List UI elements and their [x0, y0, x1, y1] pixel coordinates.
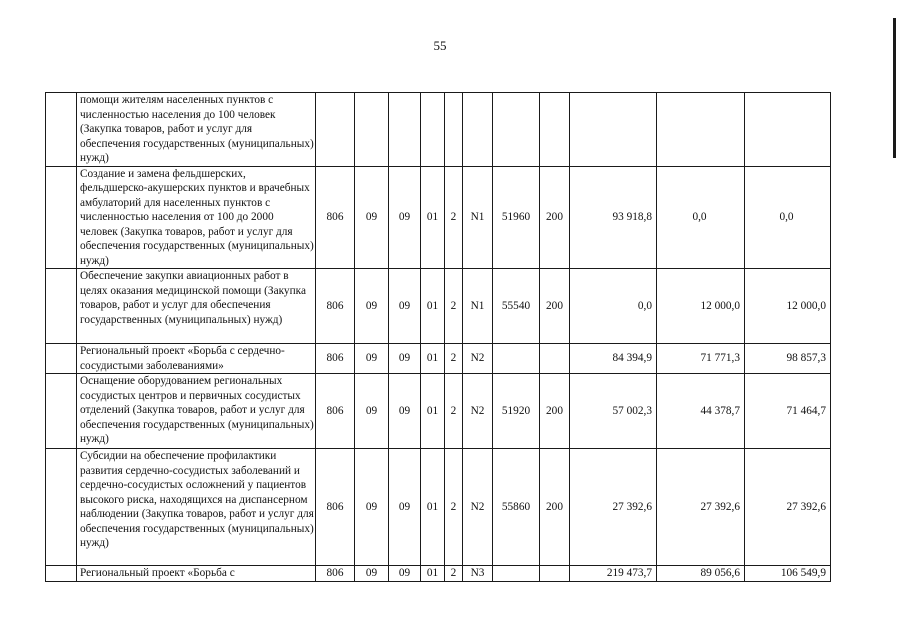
table-row	[46, 93, 831, 167]
subprogram-cell: 2	[445, 344, 463, 374]
sum-3-cell	[745, 93, 831, 167]
program-cell: 01	[421, 566, 445, 582]
sum-3-cell: 12 000,0	[745, 269, 831, 344]
name-cell: Региональный проект «Борьба с сердечно-сосудистыми заболеваниями»	[77, 344, 316, 374]
sum-2-cell	[657, 93, 745, 167]
direction-cell: 55860	[493, 449, 540, 566]
section-cell: 09	[355, 344, 389, 374]
subsection-cell: 09	[389, 269, 421, 344]
name-cell: Обеспечение закупки авиационных работ в целях оказания медицинской помощи (Закупка товаров, работ и услуг для обеспечения государственных (муниципальных) нужд)	[77, 269, 316, 344]
expense-type-cell: 200	[540, 166, 570, 269]
name-cell: Оснащение оборудованием региональных сосудистых центров и первичных сосудистых отделений (Закупка товаров, работ и услуг для обеспечения государственных (муниципальных) нужд)	[77, 374, 316, 449]
direction-cell: 51960	[493, 166, 540, 269]
code-cell: 806	[316, 344, 355, 374]
subsection-cell: 09	[389, 374, 421, 449]
program-cell: 01	[421, 344, 445, 374]
blank-cell	[46, 344, 77, 374]
sum-3-cell: 27 392,6	[745, 449, 831, 566]
direction-cell	[493, 566, 540, 582]
sum-2-cell: 12 000,0	[657, 269, 745, 344]
subprogram-cell	[445, 93, 463, 167]
blank-cell	[46, 166, 77, 269]
sum-1-cell: 93 918,8	[570, 166, 657, 269]
sum-3-cell: 71 464,7	[745, 374, 831, 449]
subprogram-cell: 2	[445, 449, 463, 566]
sum-1-cell: 57 002,3	[570, 374, 657, 449]
code-cell: 806	[316, 269, 355, 344]
project-cell: N2	[463, 344, 493, 374]
table-row	[46, 374, 831, 449]
program-cell: 01	[421, 166, 445, 269]
code-cell: 806	[316, 374, 355, 449]
table-row	[46, 269, 831, 344]
subprogram-cell: 2	[445, 374, 463, 449]
page-number: 55	[433, 38, 447, 53]
table-row	[46, 344, 831, 374]
sum-3-cell: 98 857,3	[745, 344, 831, 374]
expense-type-cell	[540, 344, 570, 374]
expense-type-cell	[540, 93, 570, 167]
subsection-cell: 09	[389, 566, 421, 582]
sum-1-cell: 27 392,6	[570, 449, 657, 566]
subsection-cell: 09	[389, 166, 421, 269]
sum-1-cell	[570, 93, 657, 167]
project-cell	[463, 93, 493, 167]
sum-2-cell: 27 392,6	[657, 449, 745, 566]
program-cell: 01	[421, 269, 445, 344]
section-cell: 09	[355, 566, 389, 582]
blank-cell	[46, 93, 77, 167]
project-cell: N3	[463, 566, 493, 582]
table-row	[46, 449, 831, 566]
sum-3-cell: 106 549,9	[745, 566, 831, 582]
table-row	[46, 166, 831, 269]
subprogram-cell: 2	[445, 566, 463, 582]
name-cell: помощи жителям населенных пунктов с численностью населения до 100 человек (Закупка товаров, работ и услуг для обеспечения государственных (муниципальных) нужд)	[77, 93, 316, 167]
direction-cell: 55540	[493, 269, 540, 344]
subprogram-cell: 2	[445, 166, 463, 269]
name-cell: Региональный проект «Борьба с	[77, 566, 316, 582]
table-row	[46, 566, 831, 582]
code-cell: 806	[316, 449, 355, 566]
code-cell: 806	[316, 166, 355, 269]
sum-2-cell: 89 056,6	[657, 566, 745, 582]
project-cell: N1	[463, 269, 493, 344]
blank-cell	[46, 269, 77, 344]
subprogram-cell: 2	[445, 269, 463, 344]
project-cell: N1	[463, 166, 493, 269]
blank-cell	[46, 374, 77, 449]
expense-type-cell: 200	[540, 269, 570, 344]
scan-edge-mark	[893, 18, 896, 158]
program-cell	[421, 93, 445, 167]
expense-type-cell: 200	[540, 449, 570, 566]
section-cell	[355, 93, 389, 167]
budget-table	[45, 92, 831, 582]
expense-type-cell: 200	[540, 374, 570, 449]
program-cell: 01	[421, 374, 445, 449]
section-cell: 09	[355, 269, 389, 344]
project-cell: N2	[463, 449, 493, 566]
direction-cell: 51920	[493, 374, 540, 449]
section-cell: 09	[355, 449, 389, 566]
sum-1-cell: 219 473,7	[570, 566, 657, 582]
sum-2-cell: 0,0	[657, 166, 745, 269]
program-cell: 01	[421, 449, 445, 566]
sum-2-cell: 71 771,3	[657, 344, 745, 374]
sum-1-cell: 0,0	[570, 269, 657, 344]
subsection-cell: 09	[389, 449, 421, 566]
project-cell: N2	[463, 374, 493, 449]
subsection-cell	[389, 93, 421, 167]
sum-1-cell: 84 394,9	[570, 344, 657, 374]
section-cell: 09	[355, 166, 389, 269]
sum-2-cell: 44 378,7	[657, 374, 745, 449]
name-cell: Субсидии на обеспечение профилактики развития сердечно-сосудистых заболеваний и сердечно-сосудистых осложнений у пациентов высокого риска, находящихся на диспансерном наблюдении (Закупка товаров, работ и услуг для обеспечения государственных (муниципальных) нужд)	[77, 449, 316, 566]
direction-cell	[493, 344, 540, 374]
name-cell: Создание и замена фельдшерских, фельдшерско-акушерских пунктов и врачебных амбулаторий для населенных пунктов с численностью населения от 100 до 2000 человек (Закупка товаров, работ и услуг для обеспечения государственных (муниципальных) нужд)	[77, 166, 316, 269]
subsection-cell: 09	[389, 344, 421, 374]
blank-cell	[46, 566, 77, 582]
sum-3-cell: 0,0	[745, 166, 831, 269]
code-cell	[316, 93, 355, 167]
direction-cell	[493, 93, 540, 167]
blank-cell	[46, 449, 77, 566]
section-cell: 09	[355, 374, 389, 449]
expense-type-cell	[540, 566, 570, 582]
code-cell: 806	[316, 566, 355, 582]
